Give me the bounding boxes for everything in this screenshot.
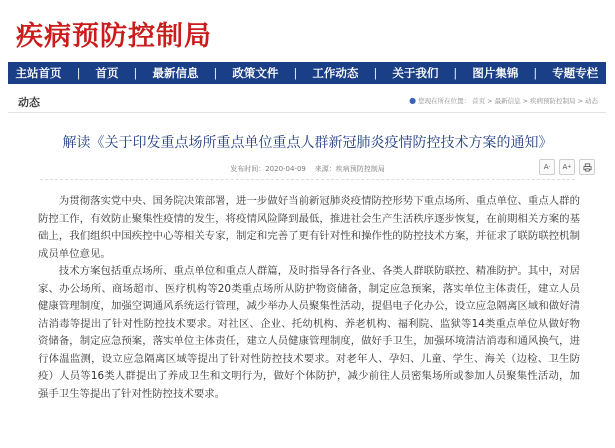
nav-item-about[interactable]: 关于我们 [392,66,439,80]
section-label: 动态 [18,96,40,109]
font-decrease-sign: - [548,164,551,170]
nav-separator: | [533,66,538,80]
article-paragraph: 技术方案包括重点场所、重点单位和重点人群篇，及时指导各行各业、各类人群联防联控、精准防护。其中，对居家、办公场所、商场超市、医疗机构等20类重点场所从防护物资储备，制定应急预案，落实单位主体责任，建立人员健康管理制度，加强空调通风系统运行管理，减少举办人员聚集性活动，提倡电子化办公，设立应急隔离区域和做好清洁消毒等提出了针对性防控技术要求。对社区、企业、托幼机构、养老机构、福利院、监狱等14类重点单位从做好物资储备，制定应急预案，落实单位主体责任，建立人员健康管理制度，做好手卫生，加强环境清洁消毒和通风换气，进行体温监测，设立应急隔离区域等提出了针对性防控技术要求。对老年人、孕妇、儿童、学生、海关（边检、卫生防疫）人员等16类人群提出了养成卫生和文明行为，做好个体防护，减少前往人员密集场所或参加人员聚集性活动，加强手卫生等提出了针对性防控技术要求。 [38,265,580,400]
nav-item-main-home[interactable]: 主站首页 [15,66,62,80]
article-source: 疾病预防控制局 [335,165,385,173]
nav-separator: | [213,66,218,80]
article-paragraph: 为贯彻落实党中央、国务院决策部署，进一步做好当前新冠肺炎疫情防控形势下重点场所、重点单位、重点人群的防控工作，有效防止聚集性疫情的发生，将疫情风险降到最低，推进社会生产生活秩序逐步恢复，在前期相关方案的基础上，我们组织中国疾控中心等相关专家，制定和完善了更有针对性和操作性的防控技术方案，并征求了联防联控机制成员单位意见。 [38,195,580,260]
font-increase-button[interactable] [559,159,575,175]
nav-separator: | [76,66,81,80]
font-decrease-button[interactable] [539,159,555,175]
main-nav [8,62,606,84]
nav-separator: | [293,66,298,80]
breadcrumb [409,96,598,105]
nav-item-gallery[interactable]: 图片集锦 [472,66,519,80]
nav-separator: | [133,66,138,80]
publish-date: 2020-04-09 [265,165,306,173]
nav-item-topics[interactable]: 专题专栏 [552,66,599,80]
font-increase-label: A [562,163,568,171]
nav-item-home[interactable]: 首页 [95,66,119,80]
nav-separator: | [453,66,458,80]
article-meta [0,164,615,174]
print-button[interactable] [579,159,595,175]
breadcrumb-prefix: 您现在所在位置： [418,97,471,105]
site-title: 疾病预防控制局 [16,21,212,52]
date-label: 发布时间： [230,165,266,173]
font-decrease-label: A [543,163,549,171]
breadcrumb-bureau[interactable]: 疾病预防控制局 [530,97,576,105]
breadcrumb-bar [8,92,606,113]
nav-separator: | [373,66,378,80]
location-pin-icon: ● [409,96,417,105]
breadcrumb-latest[interactable]: 最新信息 [494,97,521,105]
article-body [38,193,580,403]
nav-item-latest[interactable]: 最新信息 [152,66,199,80]
article-title: 解读《关于印发重点场所重点单位重点人群新冠肺炎疫情防控技术方案的通知》 [62,135,553,151]
breadcrumb-home[interactable]: 首页 [472,97,486,105]
breadcrumb-separator: > [522,96,529,105]
source-label: 来源： [314,165,336,173]
breadcrumb-separator: > [577,96,583,105]
breadcrumb-separator: > [487,96,493,105]
nav-item-policy[interactable]: 政策文件 [232,66,279,80]
article-tools [539,159,595,175]
nav-item-work[interactable]: 工作动态 [312,66,359,80]
print-icon [583,163,592,172]
font-increase-sign: + [567,164,572,170]
meta-divider [40,179,575,180]
breadcrumb-current: 动态 [585,97,598,105]
